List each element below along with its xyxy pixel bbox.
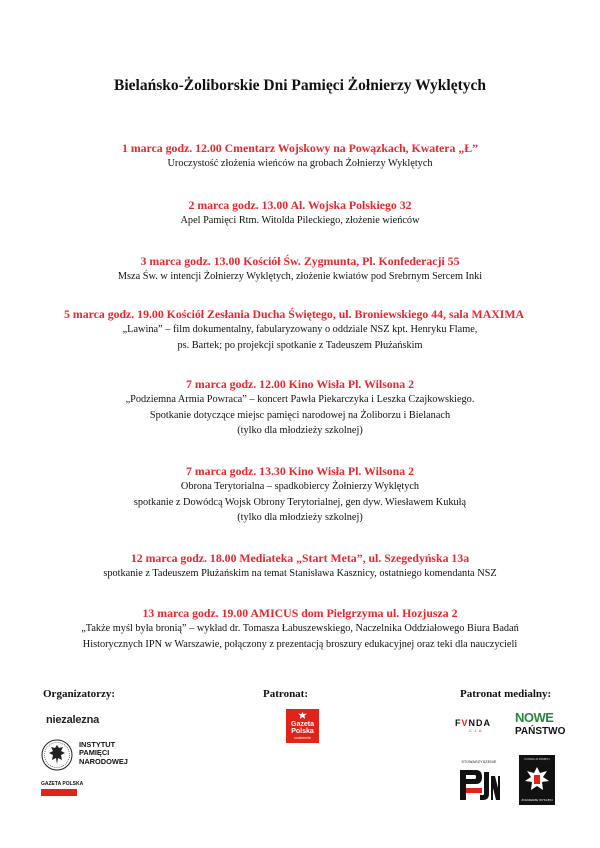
fund-letters: NDA [468, 718, 492, 728]
fund-letter: F [455, 718, 462, 728]
eagle-emblem-icon [41, 737, 73, 773]
page-title: Bielańsko-Żoliborskie Dni Pamięci Żołnierzy Wyklętych [114, 77, 486, 94]
panstwo-text: PAŃSTWO [515, 726, 566, 737]
event-description-line: „Także myśl była bronią” – wykład dr. Tomasza Łabuszewskiego, Naczelnika Oddziałowego Biura Badań [81, 623, 519, 634]
event-heading: 3 marca godz. 13.00 Kościół Św. Zygmunta, Pl. Konfederacji 55 [140, 254, 460, 268]
gazeta-polska-codziennie-logo [286, 709, 319, 743]
ipn-logo [41, 737, 141, 773]
fundacja-bottom: CJA [469, 728, 485, 733]
gazeta-polska-small-logo [41, 781, 84, 799]
event-heading: 5 marca godz. 19.00 Kościół Zesłania Ducha Świętego, ul. Broniewskiego 44, sala MAXIMA [64, 307, 524, 321]
fund-letter-red: V [461, 718, 469, 728]
media-patronage-label: Patronat medialny: [460, 688, 552, 700]
gazeta-line: Polska [291, 728, 314, 735]
event-description: Uroczystość złożenia wieńców na grobach Żołnierzy Wyklętych [167, 158, 433, 169]
event-description-line: „Podziemna Armia Powraca” – koncert Pawła Piekarczyka i Leszka Czajkowskiego. [125, 394, 475, 405]
event-description: Msza Św. w intencji Żołnierzy Wyklętych, złożenie kwiatów pod Srebrnym Sercem Inki [117, 271, 483, 282]
event-heading: 2 marca godz. 13.00 Al. Wojska Polskiego 32 [188, 198, 412, 212]
fundacja-logo [455, 718, 505, 740]
event-item [0, 463, 600, 526]
event-item [0, 140, 600, 172]
gazeta-small-text: GAZETA POLSKA [41, 781, 84, 787]
event-heading: 12 marca godz. 18.00 Mediateka „Start Meta”, ul. Szegedyńska 13a [130, 551, 470, 565]
event-description-line: (tylko dla młodzieży szkolnej) [237, 512, 363, 523]
niezalezna-logo: niezalezna [46, 714, 100, 726]
event-heading: 1 marca godz. 12.00 Cmentarz Wojskowy na Powązkach, Kwatera „Ł” [121, 141, 479, 155]
fundacja-top [455, 718, 505, 728]
gazeta-line: codziennie [294, 736, 311, 740]
ipn-line: PAMIĘCI [79, 748, 110, 758]
event-description: spotkanie z Tadeuszem Płużańskim na temat Stanisława Kasznicy, ostatniego komendanta NSZ [103, 568, 497, 579]
pjn-mark-icon [458, 764, 500, 802]
event-description-line: ps. Bartek; po projekcji spotkanie z Tadeuszem Płużańskim [177, 339, 423, 351]
zw-caption: ŻOŁNIERZE WYKLĘCI [521, 797, 553, 802]
event-item [0, 306, 600, 353]
organizers-label: Organizatorzy: [43, 688, 116, 700]
gazeta-small-red-bar [41, 789, 77, 796]
event-heading: 7 marca godz. 12.00 Kino Wisła Pl. Wilsona 2 [186, 377, 414, 391]
event-description-line: „Lawina” – film dokumentalny, fabularyzowany o oddziale NSZ kpt. Henryku Flame, [122, 324, 478, 335]
event-description-line: Spotkanie dotyczące miejsc pamięci narodowej na Żoliborzu i Bielanach [149, 409, 451, 421]
gazeta-line: Gazeta [291, 721, 314, 728]
patronage-label: Patronat: [263, 688, 309, 700]
zolnierze-wykleci-logo [519, 755, 555, 805]
ipn-line: NARODOWEJ [79, 756, 128, 766]
event-heading: 13 marca godz. 19.00 AMICUS dom Pielgrzyma ul. Hozjusza 2 [142, 606, 458, 620]
event-description: Apel Pamięci Rtm. Witolda Pileckiego, złożenie wieńców [180, 215, 420, 226]
event-description-line: (tylko dla młodzieży szkolnej) [237, 425, 363, 436]
event-heading: 7 marca godz. 13.30 Kino Wisła Pl. Wilsona 2 [186, 464, 414, 478]
event-item [0, 605, 600, 652]
event-item [0, 253, 600, 285]
eagle-icon [298, 712, 307, 719]
eagle-anchor-icon [519, 763, 555, 799]
zw-subtitle: FUNDACJA PAMIĘCI [524, 758, 550, 761]
event-description-line: Historycznych IPN w Warszawie, połączony z prezentacją broszury edukacyjnej oraz teki dla nauczycieli [82, 638, 518, 650]
ipn-line: INSTYTUT [79, 740, 116, 749]
pjn-caption: STOWARZYSZENIE [461, 760, 497, 764]
nowe-text: NOWE [515, 710, 554, 725]
nowe-panstwo-logo [515, 710, 566, 741]
ipn-name [79, 741, 128, 766]
event-description-line: Obrona Terytorialna – spadkobiercy Żołnierzy Wyklętych [180, 481, 420, 492]
pjn-logo [458, 760, 500, 804]
event-item [0, 197, 600, 229]
event-item [0, 376, 600, 439]
event-description-line: spotkanie z Dowódcą Wojsk Obrony Terytorialnej, gen dyw. Wiesławem Kukułą [133, 496, 467, 508]
event-item [0, 550, 600, 582]
